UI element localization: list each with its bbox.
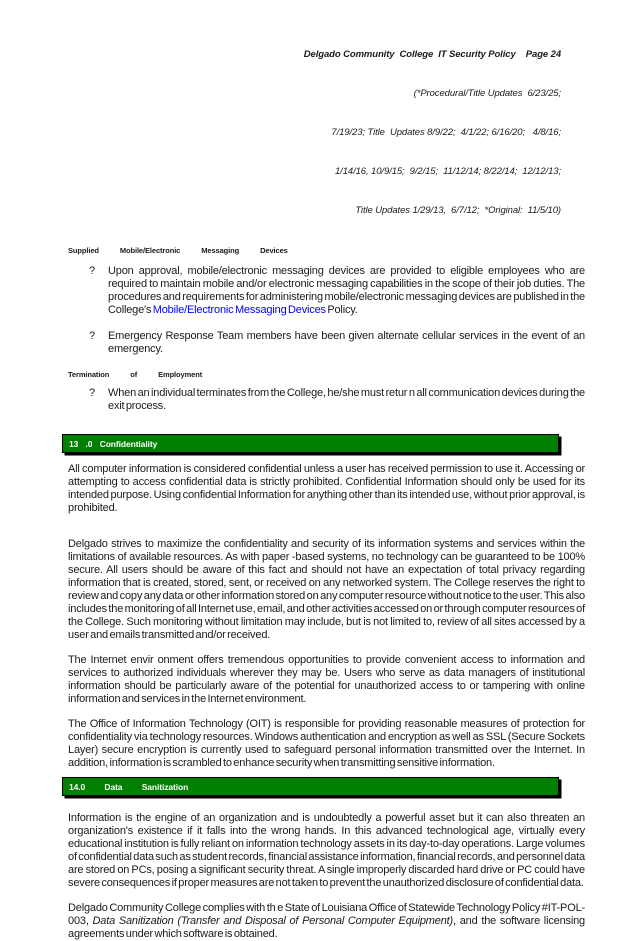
policy-paragraph: The Internet envir onment offers tremendous opportunities to provide convenient access to information and services to authorized individuals wherever they may be. Users who serve as data managers of institutional information should be particularly aware of the potential for unauthorized access to or tampering with online information and services in the Internet environment. [68,654,585,705]
policy-closing-paragraph [68,902,585,941]
bullet-text-segment: Upon approval, mobile/electronic messaging devices are provided to eligible employees who are required to maintain mobile and/or electronic messaging capabilities in the scope of their job duties. The procedures and requirements for administering mobile/electronic messaging devices are published in the College's [108,265,585,316]
header-title-line: Delgado Community College IT Security Policy Page 24 [303,49,561,60]
policy-title-italic: Data Sanitization (Transfer and Disposal of Personal Computer Equipment) [92,915,454,927]
header-update-line: 7/19/23; Title Updates 8/9/22; 4/1/22; 6/16/20; 4/8/16; [331,127,561,138]
heading-termination-of-employment: Termination of Employment [68,370,203,379]
policy-paragraph: Delgado strives to maximize the confidentiality and security of its information systems and services within the limitations of available resources. As with paper -based systems, no technology can be guaranteed to be 100% secure. All users should be aware of this fact and should not have an expectation of total privacy regarding information that is created, stored, sent, or received on any networked system. The College reserves the right to review and copy any data or other information stored on any computer resource without notice to the user. This also includes the monitoring of all Internet use, email, and other activities accessed on or through computer resources of the College. Such monitoring without limitation may include, but is not limited to, review of all sites accessed by a user and emails transmitted and/or received. [68,538,585,641]
header-update-line: Title Updates 1/29/13, 6/7/12; *Original: 11/5/10) [355,205,561,216]
bullet-marker: ? [89,330,96,342]
bullet-marker: ? [89,265,96,277]
heading-supplied-mobile-devices: Supplied Mobile/Electronic Messaging Devices [68,246,288,255]
closing-text-segment: Delgado Community College complies with th e State of Louisiana Office of Statewide Technology Policy #IT-POL-003, [68,902,585,927]
bullet-text [108,265,585,317]
policy-paragraph: Information is the engine of an organization and is undoubtedly a powerful asset but it can also threaten an organization's existence if it falls into the wrong hands. In this advanced technological age, virtually every educational institution is fully reliant on information technology assets in its day-to-day operations. Large volumes of confidential data such as student records, financial assistance information, financial records, and personnel data are stored on PCs, posing a significant security threat. A single improperly discarded hard drive or PC could have severe consequences if proper measures are not taken to prevent the unauthorized disclosure of confidential data. [68,812,586,889]
policy-paragraph: The Office of Information Technology (OIT) is responsible for providing reasonable measures of protection for confidentiality via technology resources. Windows authentication and encryption as well as SSL (Secure Sockets Layer) secure encryption is currently used to safeguard personal information transmitted over the Internet. In addition, information is scrambled to enhance security when transmitting sensitive information. [68,718,585,769]
header-update-line: (*Procedural/Title Updates 6/23/25; [413,88,561,99]
bullet-item-mobile-devices [68,265,585,317]
bullet-marker: ? [89,387,96,399]
bullet-item-emergency-response [68,330,585,356]
bullet-text: When an individual terminates from the College, he/she must retur n all communication devices during the exit process. [108,387,585,412]
mobile-messaging-policy-link[interactable]: Mobile/Electronic Messaging Devices [152,304,326,316]
bullet-text: Emergency Response Team members have been given alternate cellular services in the event of an emergency. [108,330,585,355]
policy-paragraph: All computer information is considered confidential unless a user has received permission to use it. Accessing or attempting to access confidential data is strictly prohibited. Confidential Information should only be used for its intended purpose. Using confidential Information for anything other than its intended use, without prior approval, is prohibited. [68,463,585,514]
header-update-line: 1/14/16, 10/9/15; 9/2/15; 11/12/14; 8/22/14; 12/12/13; [334,166,561,177]
page-header [68,22,585,243]
bullet-item-termination [68,387,585,413]
section-banner-data-sanitization: 14.0 Data Sanitization [62,777,559,796]
closing-text-segment: , and the software licensing agreements under which software is obtained. [68,915,585,940]
section-banner-confidentiality: 13 .0 Confidentiality [62,434,559,453]
bullet-text-segment: Policy. [325,304,358,316]
